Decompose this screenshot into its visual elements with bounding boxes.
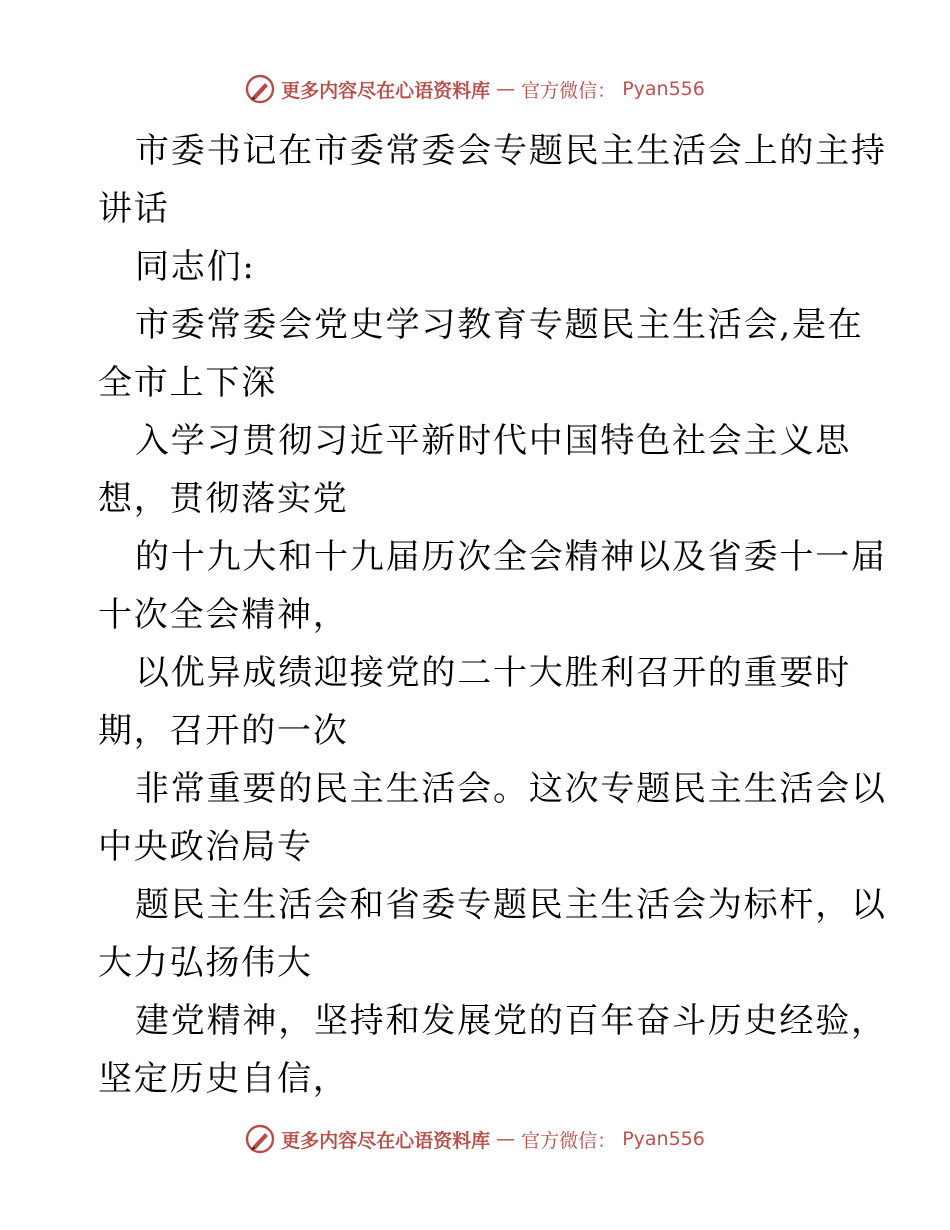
- banner-wechat-id: Pyan556: [622, 1128, 705, 1150]
- paragraph-line: 期，召开的一次: [98, 711, 349, 751]
- banner-separator: —: [496, 1128, 516, 1150]
- paragraph-line: 中央政治局专: [98, 827, 313, 867]
- pen-logo-icon: [245, 74, 275, 104]
- paragraph-line: 十次全会精神，: [98, 595, 349, 635]
- paragraph-line: 非常重要的民主生活会。这次专题民主生活会以: [135, 769, 887, 809]
- title-line-2: 讲话: [98, 189, 170, 229]
- banner-contact-label: 官方微信：: [521, 79, 617, 102]
- paragraph-line: 题民主生活会和省委专题民主生活会为标杆，以: [135, 885, 887, 925]
- paragraph-line: 大力弘扬伟大: [98, 943, 313, 983]
- header-banner: [0, 74, 950, 104]
- paragraph-line: 市委常委会党史学习教育专题民主生活会,是在: [135, 305, 864, 345]
- title-line-1: 市委书记在市委常委会专题民主生活会上的主持: [135, 131, 887, 171]
- paragraph-line: 坚定历史自信，: [98, 1059, 349, 1099]
- paragraph-line: 的十九大和十九届历次全会精神以及省委十一届: [135, 537, 887, 577]
- banner-slogan: 更多内容尽在心语资料库: [281, 79, 491, 102]
- salutation: 同志们:: [135, 247, 256, 287]
- footer-banner: [0, 1124, 950, 1154]
- document-body: [98, 122, 888, 1108]
- paragraph-line: 建党精神，坚持和发展党的百年奋斗历史经验，: [135, 1001, 887, 1041]
- paragraph-line: 全市上下深: [98, 363, 277, 403]
- pen-logo-icon: [245, 1124, 275, 1154]
- banner-wechat-id: Pyan556: [622, 78, 705, 100]
- banner-contact-label: 官方微信：: [521, 1129, 617, 1152]
- paragraph-line: 入学习贯彻习近平新时代中国特色社会主义思: [135, 421, 851, 461]
- paragraph-line: 想，贯彻落实党: [98, 479, 349, 519]
- paragraph-line: 以优异成绩迎接党的二十大胜利召开的重要时: [135, 653, 851, 693]
- banner-slogan: 更多内容尽在心语资料库: [281, 1129, 491, 1152]
- banner-separator: —: [496, 78, 516, 100]
